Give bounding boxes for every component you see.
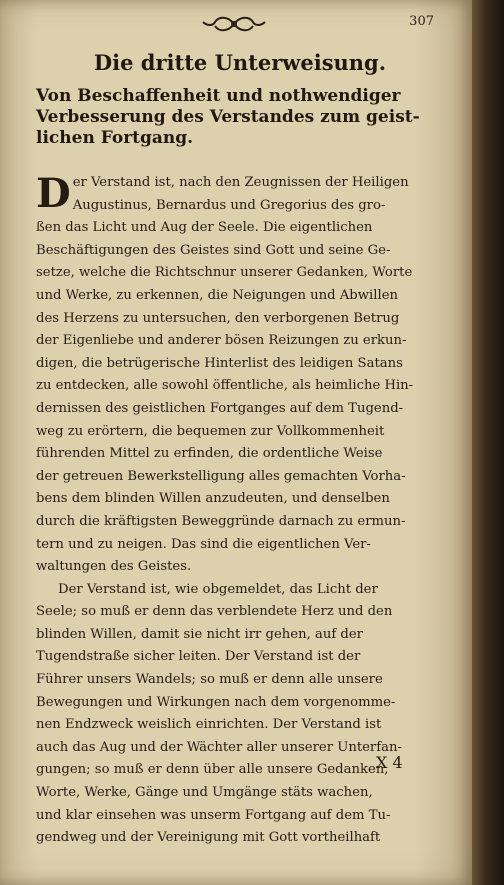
text-line: Beschäftigungen des Geistes sind Gott und seine Ge- xyxy=(36,242,391,258)
text-line: Augustinus, Bernardus und Gregorius des gro- xyxy=(72,197,386,213)
text-line: Führer unsers Wandels; so muß er denn alle unsere xyxy=(36,672,383,688)
subtitle-line: lichen Fortgang. xyxy=(36,128,194,148)
body-text xyxy=(36,172,440,850)
text-line: setze, welche die Richtschnur unserer Gedanken, Worte xyxy=(36,265,413,281)
text-line: waltungen des Geistes. xyxy=(36,559,192,575)
text-line: weg zu erörtern, die bequemen zur Vollkommenheit xyxy=(36,423,385,439)
drop-cap: D xyxy=(36,170,71,217)
section-subtitle xyxy=(36,86,436,149)
page-number: 307 xyxy=(409,14,434,29)
text-line: digen, die betrügerische Hinterlist des leidigen Satans xyxy=(36,355,403,371)
text-line: durch die kräftigsten Beweggründe darnach zu ermun- xyxy=(36,513,406,529)
text-line: Bewegungen und Wirkungen nach dem vorgenomme- xyxy=(36,694,396,710)
text-line: und Werke, zu erkennen, die Neigungen und Abwillen xyxy=(36,287,398,303)
paragraph-2 xyxy=(36,579,440,850)
text-line: gungen; so muß er denn über alle unsere Gedanken, xyxy=(36,762,389,778)
text-line: ßen das Licht und Aug der Seele. Die eigentlichen xyxy=(36,220,373,236)
text-line: Seele; so muß er denn das verblendete Herz und den xyxy=(36,604,393,620)
text-line: des Herzens zu untersuchen, den verborgenen Betrug xyxy=(36,310,400,326)
text-line: gendweg und der Vereinigung mit Gott vortheilhaft xyxy=(36,830,381,846)
subtitle-line: Von Beschaffenheit und nothwendiger xyxy=(36,86,401,106)
text-line: der getreuen Bewerkstelligung alles gemachten Vorha- xyxy=(36,468,406,484)
text-line: führenden Mittel zu erfinden, die ordentliche Weise xyxy=(36,446,383,462)
section-title: Die dritte Unterweisung. xyxy=(93,50,387,75)
text-line: Tugendstraße sicher leiten. Der Verstand ist der xyxy=(36,649,361,665)
text-line: auch das Aug und der Wächter aller unserer Unterfan- xyxy=(36,739,402,755)
paragraph-1 xyxy=(36,172,440,579)
book-gutter-edge xyxy=(472,0,504,885)
text-line: und klar einsehen was unserm Fortgang auf dem Tu- xyxy=(36,807,391,823)
catchword: X 4 xyxy=(376,753,403,772)
subtitle-line: Verbesserung des Verstandes zum geist- xyxy=(36,107,420,127)
text-line: blinden Willen, damit sie nicht irr gehen, auf der xyxy=(36,626,363,642)
text-line: der Eigenliebe und anderer bösen Reizungen zu erkun- xyxy=(36,333,407,349)
ornament-icon xyxy=(201,14,267,34)
text-line: bens dem blinden Willen anzudeuten, und denselben xyxy=(36,491,390,507)
text-line: tern und zu neigen. Das sind die eigentlichen Ver- xyxy=(36,536,371,552)
text-line: nen Endzweck weislich einrichten. Der Verstand ist xyxy=(36,717,382,733)
text-line: Der Verstand ist, wie obgemeldet, das Licht der xyxy=(58,581,378,597)
text-line: Worte, Werke, Gänge und Umgänge stäts wachen, xyxy=(36,785,373,801)
text-line: zu entdecken, alle sowohl öffentliche, als heimliche Hin- xyxy=(36,378,414,394)
text-line: dernissen des geistlichen Fortganges auf dem Tugend- xyxy=(36,400,404,416)
text-line: er Verstand ist, nach den Zeugnissen der Heiligen xyxy=(72,175,409,190)
